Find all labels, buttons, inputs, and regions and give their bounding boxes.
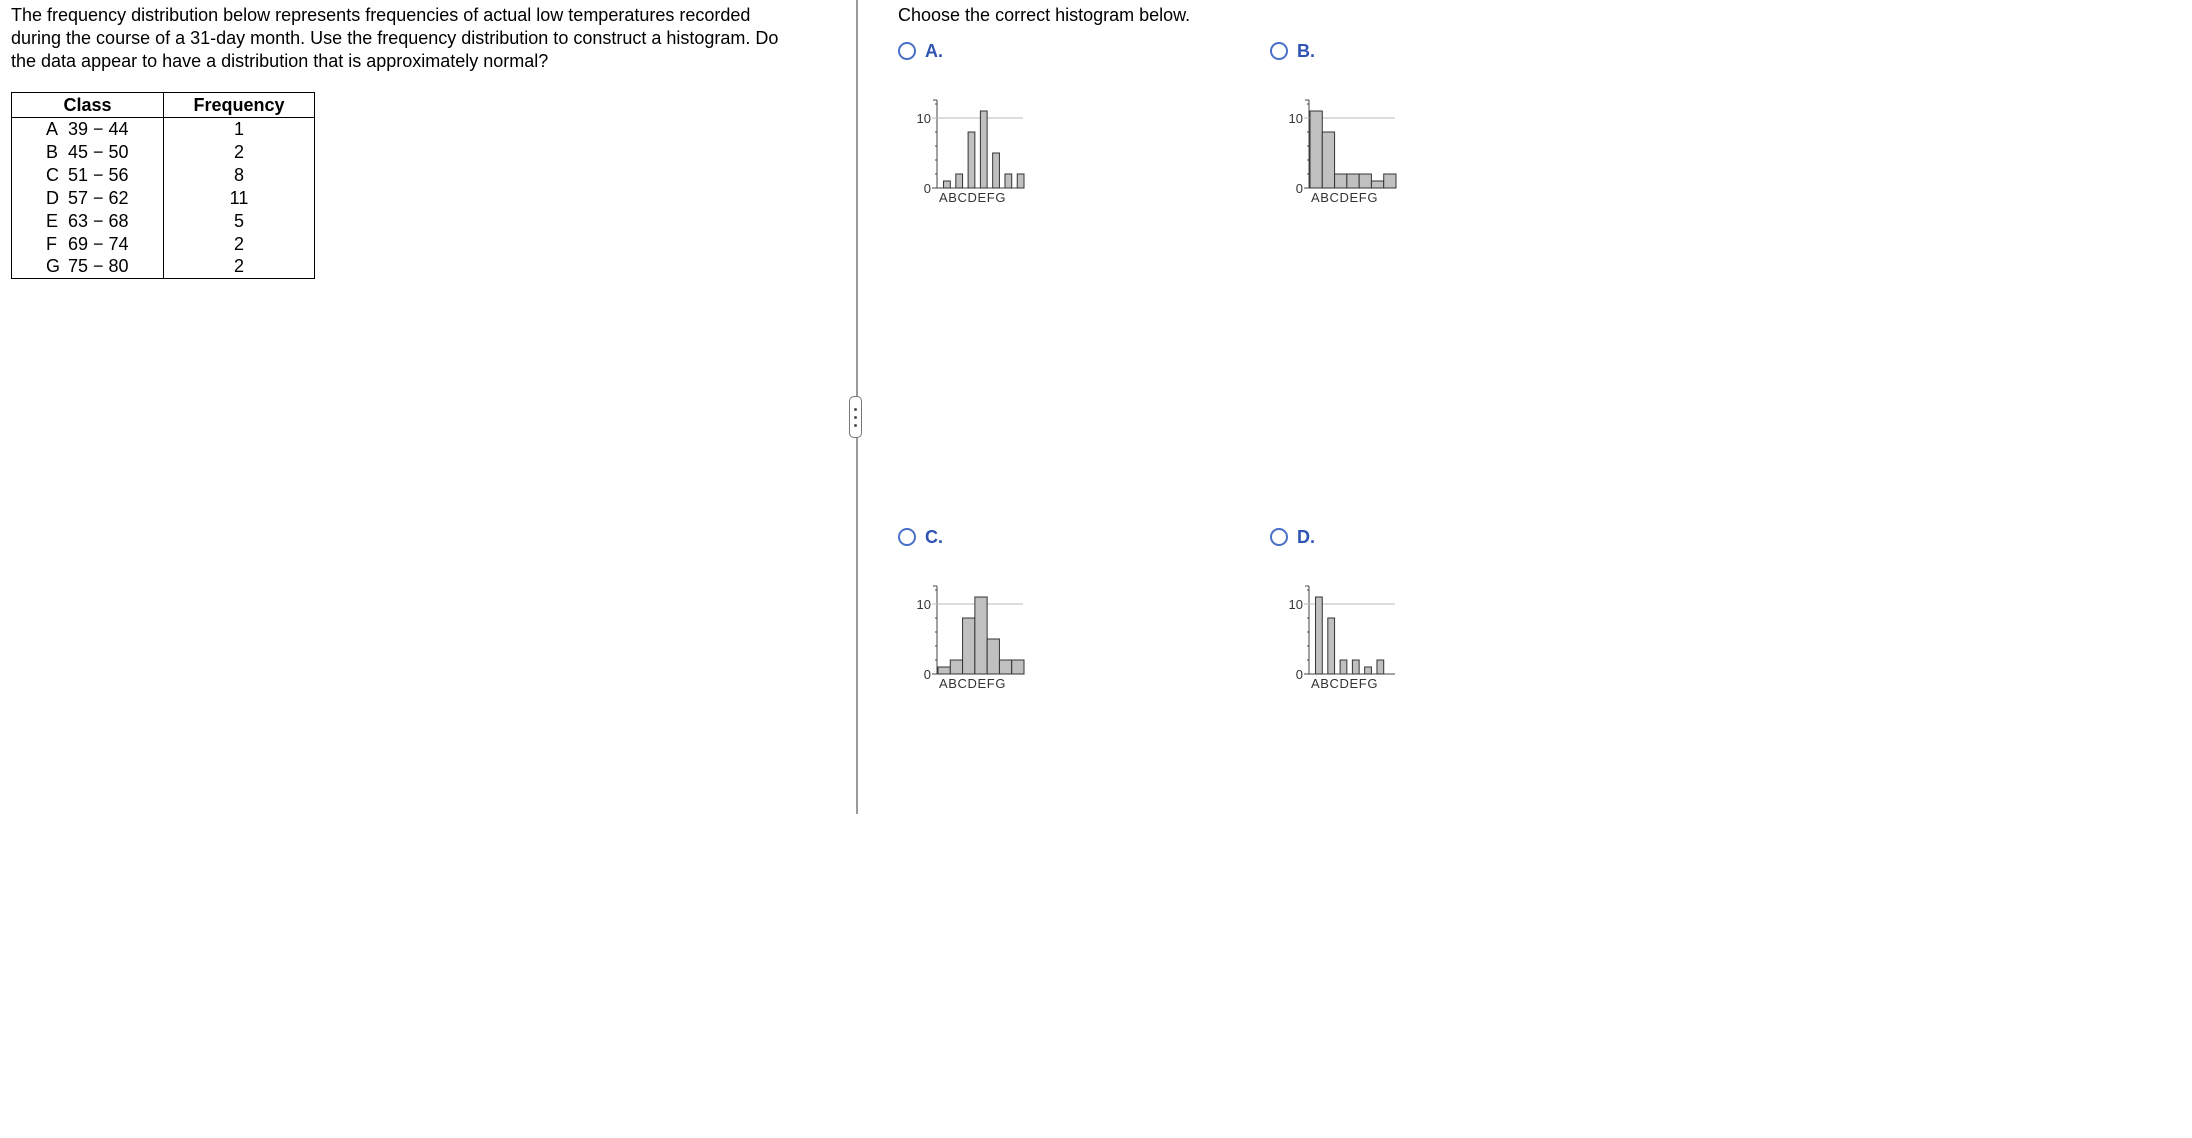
y-tick-label: 10: [1288, 111, 1303, 126]
table-row: [12, 118, 315, 141]
y-tick-label: 10: [916, 597, 931, 612]
histogram-bar: [1316, 597, 1323, 674]
grip-dot-icon: [854, 408, 857, 411]
grip-dot-icon: [854, 416, 857, 419]
histogram-bar: [1365, 667, 1372, 674]
histogram-bar: [1012, 660, 1024, 674]
radio-button[interactable]: [898, 42, 916, 60]
class-letter: E: [46, 210, 59, 231]
frequency-cell: 2: [164, 141, 315, 164]
class-letter: A: [46, 119, 59, 139]
radio-button[interactable]: [898, 528, 916, 546]
answer-prompt: Choose the correct histogram below.: [898, 5, 1191, 25]
histogram-bar: [1377, 660, 1384, 674]
class-range: 57 − 62: [68, 187, 129, 208]
table-row: [12, 255, 315, 278]
y-tick-label: 10: [1288, 597, 1303, 612]
x-tick-labels: ABCDEFG: [939, 676, 1007, 691]
histogram-bar: [1335, 174, 1347, 188]
histogram-bar: [987, 639, 999, 674]
histogram-chart: [903, 96, 1033, 226]
frequency-cell: 1: [164, 118, 315, 141]
question-pane: [0, 0, 855, 814]
option-label[interactable]: A.: [925, 41, 943, 61]
class-cell: [12, 233, 164, 256]
x-tick-labels: ABCDEFG: [939, 190, 1007, 205]
table-row: [12, 233, 315, 256]
histogram-bar: [1371, 181, 1383, 188]
histogram-bar: [1328, 618, 1335, 674]
table-row: [12, 187, 315, 210]
column-header-frequency: Frequency: [164, 93, 315, 118]
histogram-bar: [1359, 174, 1371, 188]
x-tick-labels: ABCDEFG: [1311, 676, 1379, 691]
class-range: 69 − 74: [68, 233, 129, 254]
y-tick-label: 10: [916, 111, 931, 126]
class-range: 45 − 50: [68, 141, 129, 162]
class-range: 51 − 56: [68, 164, 129, 185]
radio-button[interactable]: [1270, 528, 1288, 546]
histogram-bar: [944, 181, 951, 188]
histogram-bar: [1352, 660, 1359, 674]
class-letter: F: [46, 233, 57, 254]
frequency-cell: 8: [164, 164, 315, 187]
histogram-bar: [1005, 174, 1012, 188]
class-cell: [12, 255, 164, 278]
histogram-bar: [1384, 174, 1396, 188]
class-cell: [12, 187, 164, 210]
frequency-cell: 5: [164, 210, 315, 233]
histogram-bar: [1340, 660, 1347, 674]
class-cell: [12, 164, 164, 187]
histogram-bar: [938, 667, 950, 674]
class-range: 75 − 80: [68, 256, 129, 277]
class-letter: C: [46, 164, 59, 185]
radio-button[interactable]: [1270, 42, 1288, 60]
histogram-bar: [963, 618, 975, 674]
histogram-bar: [980, 111, 987, 188]
option-label[interactable]: B.: [1297, 41, 1315, 61]
question-line: the data appear to have a distribution that is approximately normal?: [11, 51, 549, 71]
y-tick-label: 0: [1295, 667, 1303, 682]
x-tick-labels: ABCDEFG: [1311, 190, 1379, 205]
histogram-bar: [999, 660, 1011, 674]
table-row: [12, 164, 315, 187]
answer-pane: [858, 0, 1560, 814]
frequency-cell: 2: [164, 255, 315, 278]
class-cell: [12, 210, 164, 233]
histogram-bar: [950, 660, 962, 674]
frequency-cell: 2: [164, 233, 315, 256]
y-tick-label: 0: [923, 181, 931, 196]
table-row: [12, 141, 315, 164]
histogram-chart: [1275, 96, 1405, 226]
histogram-bar: [993, 153, 1000, 188]
histogram-bar: [1017, 174, 1024, 188]
histogram-chart: [903, 582, 1033, 712]
class-letter: G: [46, 256, 61, 277]
class-letter: B: [46, 141, 59, 162]
question-line: The frequency distribution below represents frequencies of actual low temperatures recorded: [11, 5, 751, 25]
histogram-bar: [956, 174, 963, 188]
question-line: during the course of a 31-day month. Use the frequency distribution to construct a histogram. Do: [11, 28, 779, 48]
y-tick-label: 0: [923, 667, 931, 682]
frequency-table: [11, 92, 315, 279]
histogram-bar: [1310, 111, 1322, 188]
histogram-bar: [975, 597, 987, 674]
histogram-bar: [1347, 174, 1359, 188]
option-label[interactable]: C.: [925, 527, 943, 547]
table-row: [12, 210, 315, 233]
option-label[interactable]: D.: [1297, 527, 1315, 547]
class-cell: [12, 118, 164, 141]
class-cell: [12, 141, 164, 164]
frequency-cell: 11: [164, 187, 315, 210]
histogram-chart: [1275, 582, 1405, 712]
question-text: [11, 4, 831, 73]
table-body: [12, 118, 315, 279]
column-header-class: Class: [12, 93, 164, 118]
class-letter: D: [46, 187, 59, 208]
y-tick-label: 0: [1295, 181, 1303, 196]
histogram-bar: [968, 132, 975, 188]
grip-dot-icon: [854, 424, 857, 427]
table-header-row: [12, 93, 315, 118]
histogram-bar: [1322, 132, 1334, 188]
class-range: 39 − 44: [68, 119, 129, 139]
class-range: 63 − 68: [68, 210, 129, 231]
